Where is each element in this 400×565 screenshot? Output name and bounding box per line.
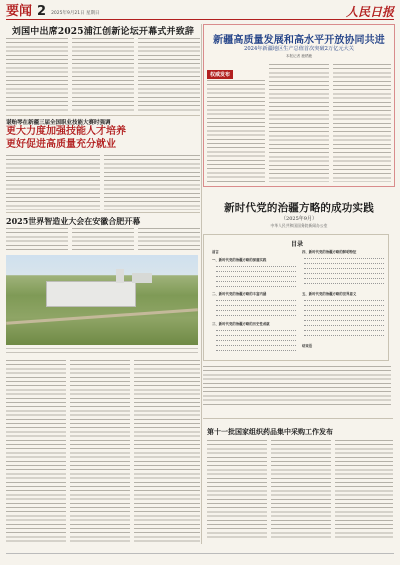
headline-manufacturing: 2025世界智造业大会在安徽合肥开幕 <box>6 216 141 226</box>
toc-section: 前言 <box>212 250 219 254</box>
article-body-manufacturing-3 <box>138 228 200 252</box>
headline-forum: 刘国中出席2025浦江创新论坛开幕式并致辞 <box>11 27 195 37</box>
subhead-skills: 谌贻琴在新疆三届全国职业技能大赛时强调 <box>6 120 111 126</box>
headline-skills <box>6 126 200 151</box>
toc-section: 五、新时代党的治疆方略的世界意义 <box>302 292 357 296</box>
article-body-drug <box>207 440 267 540</box>
toc-section: 二、新时代党的治疆方略的丰富内涵 <box>212 292 267 296</box>
toc-section: 一、新时代党的治疆方略的深邃实践 <box>212 258 267 262</box>
article-body-xinjiang-2 <box>269 64 329 182</box>
article-body-manufacturing <box>6 228 68 252</box>
headline-governance: 新时代党的治疆方略的成功实践 <box>224 202 374 214</box>
photo-caption <box>6 348 198 354</box>
page-number: 2 <box>37 4 47 19</box>
headline-xinjiang: 新疆高质量发展和高水平开放协同共进 <box>213 35 385 46</box>
article-body-drug-3 <box>335 440 393 540</box>
toc-section: 结束语 <box>302 344 313 348</box>
subheadline-xinjiang: 2024年新疆地区生产总值首次突破2万亿元大关 <box>244 46 354 52</box>
tag-authoritative: 权威发布 <box>207 70 233 79</box>
headline-drug-procurement: 第十一批国家组织药品集中采购工作发布 <box>207 427 333 436</box>
issue-date: 2025年9月21日 星期日 <box>51 11 100 16</box>
date-line: （2025年9月） <box>281 216 317 222</box>
section-name: 要闻 <box>6 4 33 19</box>
article-body-skills <box>6 155 100 210</box>
left-lower-body-1 <box>6 360 66 544</box>
left-lower-body-3 <box>134 360 200 544</box>
headline-skills-line2: 更好促进高质量充分就业 <box>6 138 116 150</box>
masthead <box>6 4 394 20</box>
article-body-drug-2 <box>271 440 331 540</box>
article-body-xinjiang-3 <box>333 64 391 182</box>
toc-section: 三、新时代党的治疆方略的历史性成就 <box>212 322 270 326</box>
toc-title: 目录 <box>290 241 303 248</box>
article-body-xinjiang <box>207 80 265 182</box>
newspaper-logo: 人民日报 <box>345 5 394 19</box>
feature-intro-body <box>203 366 391 406</box>
table-of-contents <box>203 234 389 361</box>
byline-council: 中华人民共和国国务院新闻办公室 <box>270 223 328 228</box>
left-lower-body-2 <box>70 360 130 544</box>
aerial-photo-factory <box>6 255 198 345</box>
headline-skills-line1: 更大力度加强技能人才培养 <box>6 126 126 137</box>
article-body-forum-2 <box>72 38 134 112</box>
byline-xinjiang: 本报记者 鹿栖鹿 <box>285 54 313 58</box>
article-body-manufacturing-2 <box>72 228 134 252</box>
article-body-forum-3 <box>138 38 200 112</box>
article-body-skills-2 <box>104 155 200 210</box>
article-body-forum <box>6 38 68 112</box>
toc-section: 四、新时代党的治疆方略的鲜明特征 <box>302 250 357 254</box>
